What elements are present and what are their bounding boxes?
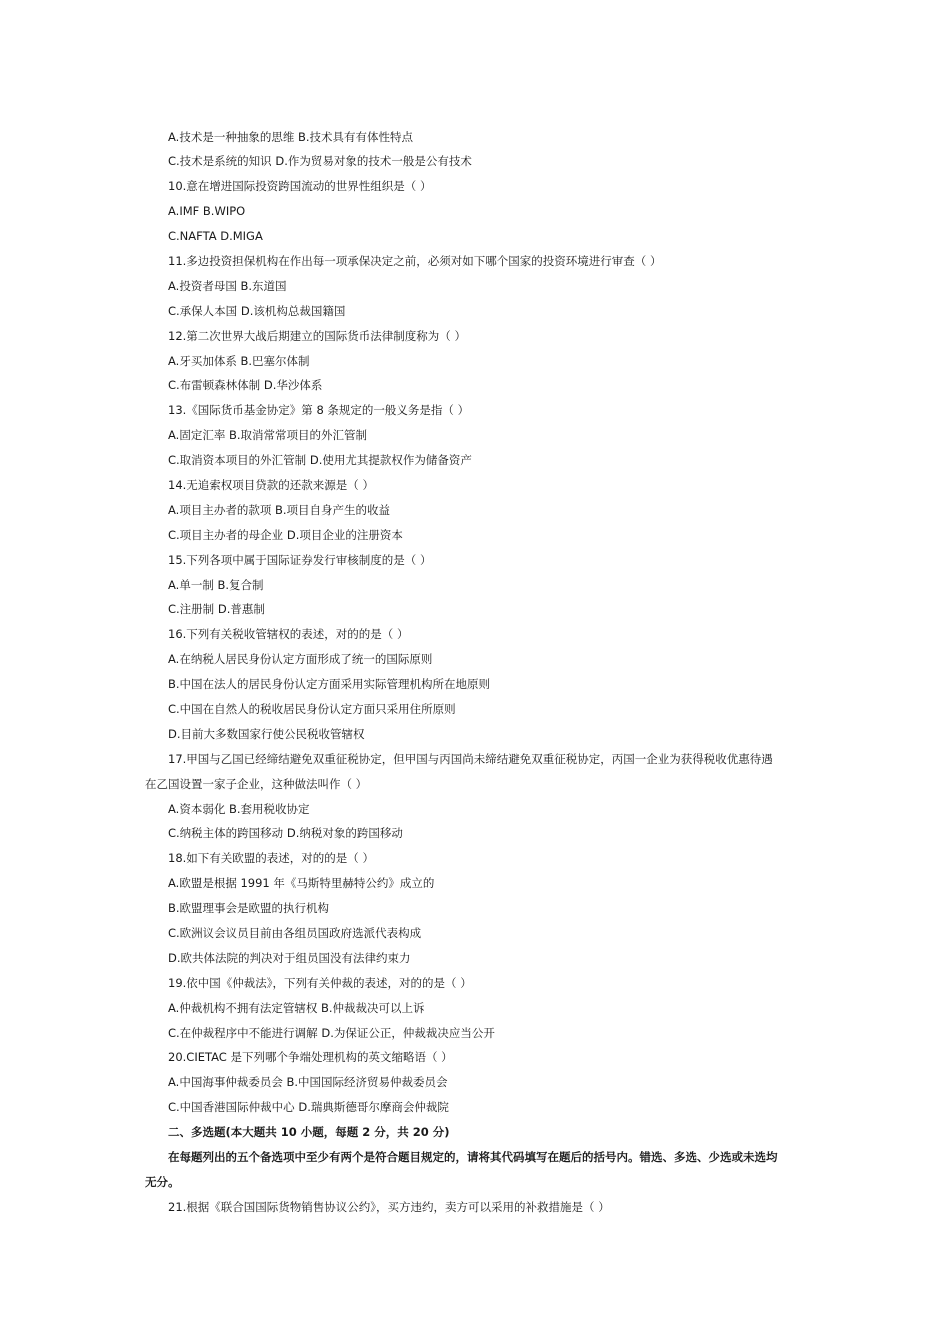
text-line: C.纳税主体的跨国移动 D.纳税对象的跨国移动	[168, 826, 403, 841]
text-line: D.欧共体法院的判决对于组员国没有法律约束力	[168, 950, 411, 965]
text-line: 13.《国际货币基金协定》第 8 条规定的一般义务是指（ ）	[168, 403, 470, 418]
text-line: A.项目主办者的款项 B.项目自身产生的收益	[168, 502, 391, 517]
text-line: 15.下列各项中属于国际证券发行审核制度的是（ ）	[168, 552, 432, 567]
text-line: A.仲裁机构不拥有法定管辖权 B.仲裁裁决可以上诉	[168, 1000, 425, 1015]
text-line: C.在仲裁程序中不能进行调解 D.为保证公正，仲裁裁决应当公开	[168, 1025, 495, 1040]
text-line: 18.如下有关欧盟的表述，对的的是（ ）	[168, 851, 374, 866]
text-line: C.项目主办者的母企业 D.项目企业的注册资本	[168, 527, 403, 542]
text-line: 在乙国设置一家子企业，这种做法叫作（ ）	[145, 776, 368, 791]
text-line: 21.根据《联合国国际货物销售协议公约》，买方违约，卖方可以采用的补救措施是（ ）	[168, 1199, 610, 1214]
text-line: A.技术是一种抽象的思维 B.技术具有有体性特点	[168, 129, 414, 144]
text-line: 20.CIETAC 是下列哪个争端处理机构的英文缩略语（ ）	[168, 1050, 453, 1065]
text-line: 10.意在增进国际投资跨国流动的世界性组织是（ ）	[168, 179, 432, 194]
text-line: 12.第二次世界大战后期建立的国际货币法律制度称为（ ）	[168, 328, 466, 343]
text-line: C.中国在自然人的税收居民身份认定方面只采用住所原则	[168, 701, 456, 716]
text-line: A.欧盟是根据 1991 年《马斯特里赫特公约》成立的	[168, 876, 435, 891]
text-line: 11.多边投资担保机构在作出每一项承保决定之前，必须对如下哪个国家的投资环境进行审查（ ）	[168, 253, 662, 268]
text-line: D.目前大多数国家行使公民税收管辖权	[168, 726, 365, 741]
text-line: C.注册制 D.普惠制	[168, 602, 265, 617]
text-line: A.在纳税人居民身份认定方面形成了统一的国际原则	[168, 652, 433, 667]
text-line: C.NAFTA D.MIGA	[168, 229, 263, 244]
text-line: A.IMF B.WIPO	[168, 204, 246, 219]
text-line: A.资本弱化 B.套用税收协定	[168, 801, 310, 816]
text-line: A.固定汇率 B.取消常常项目的外汇管制	[168, 428, 368, 443]
text-line: 17.甲国与乙国已经缔结避免双重征税协定，但甲国与丙国尚未缔结避免双重征税协定，丙国一企业为获得税收优惠待遇	[168, 751, 773, 766]
text-line: C.欧洲议会议员目前由各组员国政府选派代表构成	[168, 926, 422, 940]
document-body	[145, 125, 805, 1220]
section-text-line: 二、多选题(本大题共 10 小题，每题 2 分，共 20 分)	[168, 1125, 450, 1140]
text-line: C.承保人本国 D.该机构总裁国籍国	[168, 303, 346, 318]
text-line: A.单一制 B.复合制	[168, 577, 264, 592]
section-text-line: 无分。	[145, 1174, 180, 1189]
text-line: B.中国在法人的居民身份认定方面采用实际管理机构所在地原则	[168, 677, 491, 692]
text-line: 16.下列有关税收管辖权的表述，对的的是（ ）	[168, 627, 409, 642]
text-line: C.中国香港国际仲裁中心 D.瑞典斯德哥尔摩商会仲裁院	[168, 1100, 449, 1115]
text-line: A.中国海事仲裁委员会 B.中国国际经济贸易仲裁委员会	[168, 1075, 448, 1090]
text-line: B.欧盟理事会是欧盟的执行机构	[168, 901, 330, 916]
text-line: C.布雷顿森林体制 D.华沙体系	[168, 378, 323, 393]
text-line: 14.无追索权项目贷款的还款来源是（ ）	[168, 477, 374, 492]
section-text-line: 在每题列出的五个备选项中至少有两个是符合题目规定的，请将其代码填写在题后的括号内。错选、多选、少选或未选均	[168, 1150, 778, 1165]
text-line: 19.依中国《仲裁法》，下列有关仲裁的表述，对的的是（ ）	[168, 975, 472, 990]
text-line: A.投资者母国 B.东道国	[168, 278, 287, 293]
text-line: C.取消资本项目的外汇管制 D.使用尤其提款权作为储备资产	[168, 453, 472, 468]
text-line: C.技术是系统的知识 D.作为贸易对象的技术一般是公有技术	[168, 154, 472, 169]
text-line: A.牙买加体系 B.巴塞尔体制	[168, 353, 310, 368]
